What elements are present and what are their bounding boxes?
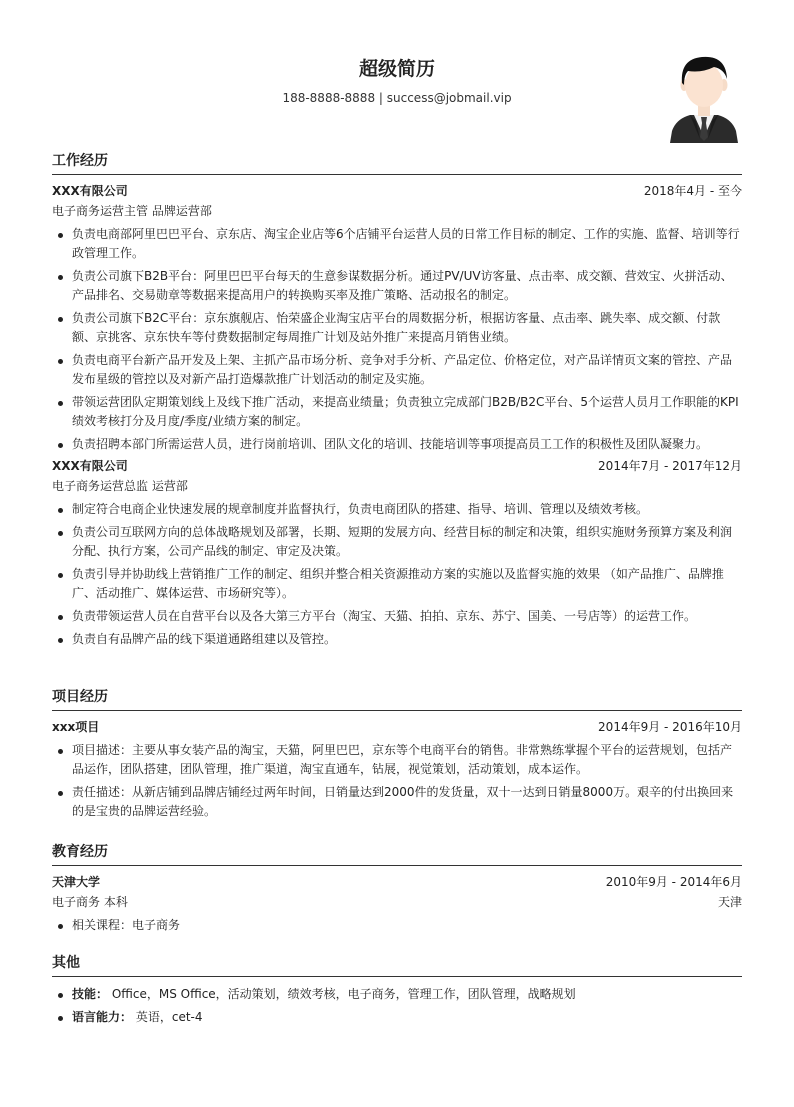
list-item: 负责公司旗下B2C平台：京东旗舰店、怡荣盛企业淘宝店平台的周数据分析，根据访客量、点击率、跳失率、成交额、付款额、京挑客、京东快车等付费数据制定每周推广计划及站外推广来提高月销售业绩。	[52, 309, 742, 347]
entry-date: 2018年4月 - 至今	[643, 184, 742, 198]
company-name: XXX有限公司	[52, 459, 128, 473]
section-other	[52, 954, 742, 1031]
contact-info: 188-8888-8888 | success@jobmail.vip	[282, 91, 512, 105]
entry-date: 2014年7月 - 2017年12月	[598, 459, 742, 473]
list-item: 负责自有品牌产品的线下渠道通路组建以及管控。	[52, 630, 742, 649]
list-item: 负责带领运营人员在自营平台以及各大第三方平台（淘宝、天猫、拍拍、京东、苏宁、国美、一号店等）的运营工作。	[52, 607, 742, 626]
work-entry-2	[52, 458, 742, 649]
language-value: 英语，cet-4	[135, 1010, 203, 1024]
resume-header	[52, 56, 742, 106]
skills-value: Office，MS Office，活动策划，绩效考核，电子商务，管理工作，团队管理，战略规划	[111, 987, 576, 1001]
avatar	[668, 53, 740, 143]
list-item: 制定符合电商企业快速发展的规章制度并监督执行，负责电商团队的搭建、指导、培训、管理以及绩效考核。	[52, 500, 742, 519]
major-degree: 电子商务 本科	[52, 895, 128, 909]
section-title-education: 教育经历	[52, 843, 742, 866]
school-city: 天津	[717, 895, 742, 909]
bullet-list	[52, 500, 742, 649]
language-item	[52, 1008, 742, 1027]
section-title-work: 工作经历	[52, 152, 742, 175]
section-title-project: 项目经历	[52, 688, 742, 711]
skills-label: 技能：	[72, 987, 109, 1001]
section-project	[52, 688, 742, 825]
work-entry-1	[52, 183, 742, 454]
job-role: 电子商务运营主管 品牌运营部	[52, 204, 212, 218]
section-work	[52, 152, 742, 653]
list-item: 责任描述：从新店铺到品牌店铺经过两年时间，日销量达到2000件的发货量，双十一达到日销量8000万。艰辛的付出换回来的是宝贵的品牌运营经验。	[52, 783, 742, 821]
job-role: 电子商务运营总监 运营部	[52, 479, 188, 493]
list-item: 项目描述：主要从事女装产品的淘宝，天猫，阿里巴巴，京东等个电商平台的销售。非常熟练掌握个平台的运营规划，包括产品运作，团队搭建，团队管理，推广渠道，淘宝直通车，钻展，视觉策划，活动策划，成本运作。	[52, 741, 742, 779]
section-title-other: 其他	[52, 954, 742, 977]
list-item: 负责公司旗下B2B平台：阿里巴巴平台每天的生意参谋数据分析。通过PV/UV访客量、点击率、成交额、营效宝、火拼活动、产品排名、交易勋章等数据来提高用户的转换购买率及推广策略、活动报名的制定。	[52, 267, 742, 305]
entry-date: 2010年9月 - 2014年6月	[605, 875, 742, 889]
bullet-list	[52, 916, 742, 935]
bullet-list	[52, 741, 742, 821]
list-item: 负责电商部阿里巴巴平台、京东店、淘宝企业店等6个店铺平台运营人员的日常工作目标的制定、工作的实施、监督、培训等行政管理工作。	[52, 225, 742, 263]
entry-date: 2014年9月 - 2016年10月	[598, 720, 742, 734]
project-entry	[52, 719, 742, 821]
resume-page	[52, 0, 742, 1024]
resume-name: 超级简历	[358, 58, 435, 80]
language-label: 语言能力：	[72, 1010, 133, 1024]
list-item: 带领运营团队定期策划线上及线下推广活动，来提高业绩量；负责独立完成部门B2B/B2C平台、5个运营人员月工作职能的KPI绩效考核打分及月度/季度/业绩方案的制定。	[52, 393, 742, 431]
list-item: 负责引导并协助线上营销推广工作的制定、组织并整合相关资源推动方案的实施以及监督实施的效果 （如产品推广、品牌推广、活动推广、媒体运营、市场研究等）。	[52, 565, 742, 603]
list-item: 负责公司互联网方向的总体战略规划及部署，长期、短期的发展方向、经营目标的制定和决策，组织实施财务预算方案及利润分配、执行方案，公司产品线的制定、审定及决策。	[52, 523, 742, 561]
list-item: 负责招聘本部门所需运营人员，进行岗前培训、团队文化的培训、技能培训等事项提高员工工作的积极性及团队凝聚力。	[52, 435, 742, 454]
bullet-list	[52, 985, 742, 1027]
list-item: 负责电商平台新产品开发及上架、主抓产品市场分析、竞争对手分析、产品定位、价格定位，对产品详情页文案的管控、产品发布星级的管控以及对新产品打造爆款推广计划活动的制定及实施。	[52, 351, 742, 389]
education-entry	[52, 874, 742, 935]
school-name: 天津大学	[52, 875, 101, 889]
project-name: xxx项目	[52, 720, 100, 734]
skills-item	[52, 985, 742, 1004]
list-item: 相关课程：电子商务	[52, 916, 742, 935]
bullet-list	[52, 225, 742, 454]
company-name: XXX有限公司	[52, 184, 128, 198]
section-education	[52, 843, 742, 939]
